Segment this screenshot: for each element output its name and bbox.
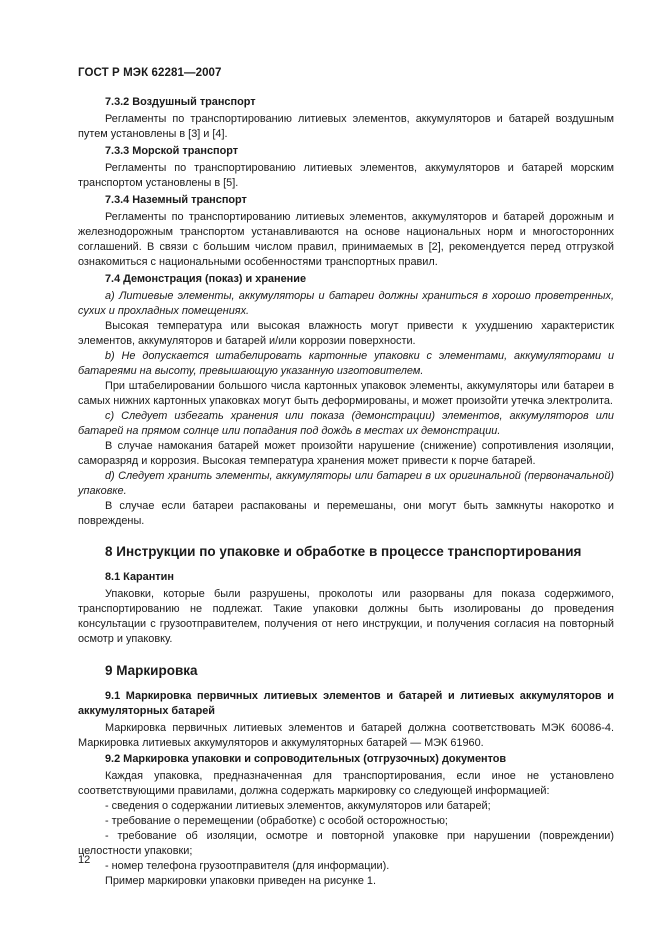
section-7-4-heading: 7.4 Демонстрация (показ) и хранение — [105, 273, 306, 285]
section-7-3-4-heading: 7.3.4 Наземный транспорт — [105, 194, 247, 206]
section-8-heading: 8 Инструкции по упаковке и обработке в процессе транспортирования — [105, 544, 582, 559]
section-9-1-text: Маркировка первичных литиевых элементов и батарей должна соответствовать МЭК 60086-4. Маркировка литиевых аккумуляторов и аккумуляторных батарей — МЭК 61960. — [78, 722, 614, 749]
section-8-1-text: Упаковки, которые были разрушены, проколоты или разорваны для показа содержимого, транспортированию не подлежат. Такие упаковки должны быть изолированы до проведения консультации с грузоотправителем, получения от него инструкции, и получения согласия на повторный осмотр и упаковку. — [78, 588, 614, 645]
section-9-2-list-item: - номер телефона грузоотправителя (для информации). — [105, 860, 390, 872]
document-header: ГОСТ Р МЭК 62281—2007 — [78, 67, 222, 79]
document-body — [78, 93, 614, 889]
section-7-4-item-a: а) Литиевые элементы, аккумуляторы и батареи должны храниться в хорошо проветренных, сухих и прохладных помещениях. — [78, 290, 614, 317]
section-9-2-list-item: - требование об изоляции, осмотре и повторной упаковке при нарушении (повреждении) целостности упаковки; — [78, 830, 614, 857]
section-9-heading: 9 Маркировка — [105, 663, 198, 678]
section-7-3-4-text: Регламенты по транспортированию литиевых элементов, аккумуляторов и батарей дорожным и железнодорожным транспортом устанавливаются на основе национальных норм и многосторонних соглашений. В связи с большим числом правил, принимаемых в [2], рекомендуется перед отгрузкой ознакомиться с национальными особенностями транспортных правил. — [78, 211, 614, 268]
section-7-4-item-d-text: В случае если батареи распакованы и перемешаны, они могут быть замкнуты накоротко и повреждены. — [78, 500, 614, 527]
section-7-3-3-text: Регламенты по транспортированию литиевых элементов, аккумуляторов и батарей морским транспортом установлены в [5]. — [78, 162, 614, 189]
section-7-4-item-c: с) Следует избегать хранения или показа (демонстрации) элементов, аккумуляторов или батарей на прямом солнце или попадания под дождь в местах их демонстрации. — [78, 410, 614, 437]
section-9-2-list-item: - требование о перемещении (обработке) с особой осторожностью; — [105, 815, 448, 827]
section-9-1-heading: 9.1 Маркировка первичных литиевых элементов и батарей и литиевых аккумуляторов и аккумуляторных батарей — [78, 690, 614, 717]
section-9-2-list-item: - сведения о содержании литиевых элементов, аккумуляторов или батарей; — [105, 800, 491, 812]
section-7-4-item-d: d) Следует хранить элементы, аккумуляторы или батареи в их оригинальной (первоначальной) упаковке. — [78, 470, 614, 497]
page-number: 12 — [78, 854, 91, 866]
section-8-1-heading: 8.1 Карантин — [105, 571, 174, 583]
section-7-3-3-heading: 7.3.3 Морской транспорт — [105, 145, 239, 157]
section-7-4-item-b-text: При штабелировании большого числа картонных упаковок элементы, аккумуляторы или батареи в самых нижних картонных упаковках могут быть деформированы, и может произойти утечка электролита. — [78, 380, 614, 407]
section-7-4-item-c-text: В случае намокания батарей может произойти нарушение (снижение) сопротивления изоляции, саморазряд и коррозия. Высокая температура хранения может привести к порче батарей. — [78, 440, 614, 467]
section-9-2-text: Каждая упаковка, предназначенная для транспортирования, если иное не установлено соответствующими правилами, должна содержать маркировку со следующей информацией: — [78, 770, 614, 797]
section-7-3-2-text: Регламенты по транспортированию литиевых элементов, аккумуляторов и батарей воздушным путем установлены в [3] и [4]. — [78, 113, 614, 140]
section-9-2-example-note: Пример маркировки упаковки приведен на рисунке 1. — [105, 875, 376, 887]
section-7-3-2-heading: 7.3.2 Воздушный транспорт — [105, 96, 256, 108]
section-9-2-heading: 9.2 Маркировка упаковки и сопроводительных (отгрузочных) документов — [105, 753, 507, 765]
section-7-4-item-a-text: Высокая температура или высокая влажность могут привести к ухудшению характеристик элементов, аккумуляторов и батарей и/или коррозии поверхности. — [78, 320, 614, 347]
section-7-4-item-b: b) Не допускается штабелировать картонные упаковки с элементами, аккумуляторами и батареями на высоту, превышающую указанную изготовителем. — [78, 350, 614, 377]
